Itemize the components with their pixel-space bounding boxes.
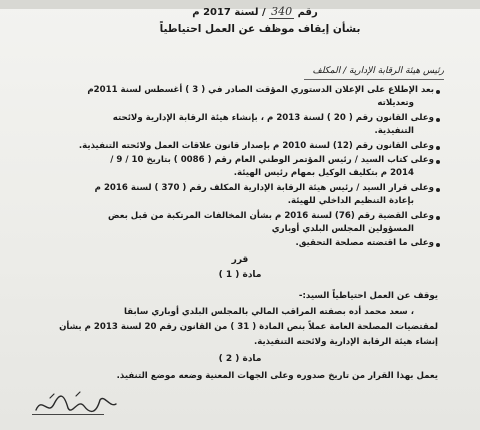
bullet	[436, 146, 440, 150]
preamble-line: وتعديلاته	[377, 98, 414, 108]
preamble-line: وعلى القانون رقم (12) لسنة 2010 م بإصدار قانون علاقات العمل ولائحته التنفيذية.	[78, 141, 434, 151]
decision-word: قرر	[231, 255, 249, 265]
article-2-title: مادة ( 2 )	[218, 354, 262, 364]
bullet	[436, 216, 440, 220]
bullet	[436, 90, 440, 94]
preamble-line: وعلى كتاب السيد / رئيس المؤتمر الوطني العام رقم ( 0086 ) بتاريخ 10 / 9 /	[110, 155, 434, 165]
preamble-line: وعلى القضية رقم (76) لسنة 2016 م بشأن المخالفات المرتكبة من قبل بعض	[108, 211, 434, 221]
preamble-line: بعد الإطلاع على الإعلان الدستوري المؤقت الصادر في ( 3 ) أغسطس لسنة 2011م	[87, 85, 434, 95]
article-2-line: يعمل بهذا القرار من تاريخ صدوره وعلى الجهات المعنية وضعه موضع التنفيذ.	[116, 371, 438, 381]
handwritten-signature	[30, 386, 120, 426]
number-prefix: رقم	[297, 7, 318, 18]
article-1-line: ، سعد محمد أده بصفته المراقب المالي بالمجلس البلدي أوباري سابقا	[124, 307, 414, 317]
addressee: رئيس هيئة الرقابة الإدارية / المكلف	[312, 66, 444, 76]
article-1-title: مادة ( 1 )	[218, 270, 262, 280]
decree-number-line	[180, 5, 330, 18]
preamble-line: وعلى القانون رقم ( 20 ) لسنة 2013 م ، بإنشاء هيئة الرقابة الإدارية ولائحته	[112, 113, 434, 123]
addressee-underline	[304, 79, 444, 80]
preamble-line: 2014 م بتكليف الوكيل بمهام رئيس الهيئة.	[233, 168, 414, 178]
bullet	[436, 243, 440, 247]
bullet	[436, 118, 440, 122]
article-1-line: لمقتضيات المصلحة العامة عملاً بنص المادة ( 31 ) من القانون رقم 20 لسنة 2013 م بشأن	[59, 322, 438, 332]
preamble-line: وعلى ما اقتضته مصلحة التحقيق.	[295, 238, 434, 248]
number-separator: /	[261, 7, 266, 18]
number-year: لسنة 2017 م	[192, 7, 259, 18]
preamble-line: المسؤولين المجلس البلدي أوباري	[271, 224, 414, 234]
bullet	[436, 188, 440, 192]
bullet	[436, 160, 440, 164]
article-1-line: إنشاء هيئة الرقابة الإدارية ولائحته التنفيذية.	[253, 337, 438, 347]
signature-underline	[32, 414, 104, 415]
preamble-line: وعلى قرار السيد / رئيس هيئة الرقابة الإدارية المكلف رقم ( 370 ) لسنة 2016 م	[94, 183, 434, 193]
preamble-line: بإعادة التنظيم الداخلي للهيئة.	[287, 196, 414, 206]
preamble-line: التنفيذية.	[374, 126, 414, 136]
handwritten-number: 340	[271, 5, 293, 18]
decree-subject: بشأن إيقاف موظف عن العمل احتياطياً	[159, 23, 361, 35]
article-1-intro: يوقف عن العمل احتياطياً السيد:-	[298, 291, 438, 301]
